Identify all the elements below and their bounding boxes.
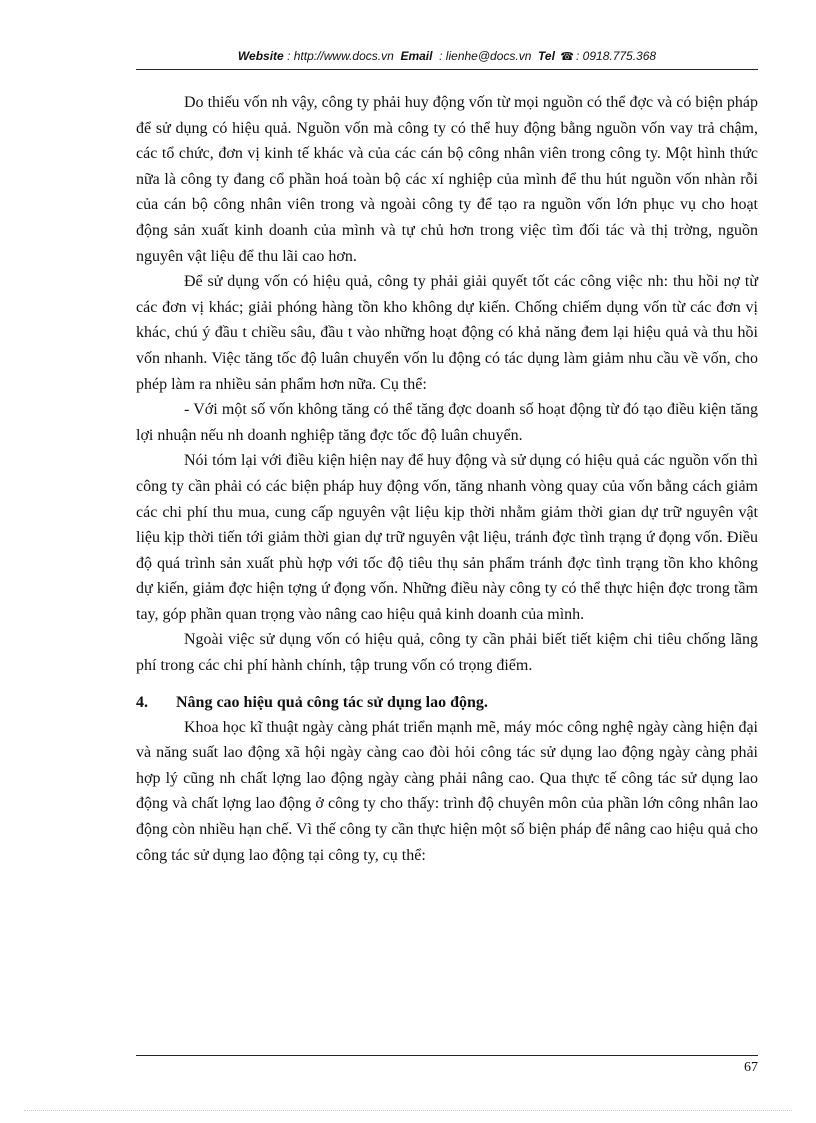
paragraph-6: Khoa học kĩ thuật ngày càng phát triển mạnh mẽ, máy móc công nghệ ngày càng hiện đại và năng suất lao động xã hội ngày càng cao đòi hỏi công tác sử dụng lao động ngày càng phải hợp lý cũng nh chất lợng lao động ngày càng phải nâng cao. Qua thực tế công tác sử dụng lao động và chất lợng lao động ở công ty cho thấy: trình độ chuyên môn của phần lớn công nhân lao động còn nhiều hạn chế. Vì thế công ty cần thực hiện một số biện pháp để nâng cao hiệu quả cho công tác sử dụng lao động tại công ty, cụ thể:: [136, 718, 758, 864]
paragraph-1: Do thiếu vốn nh vậy, công ty phải huy động vốn từ mọi nguồn có thể đợc và có biện pháp để sử dụng có hiệu quả. Nguồn vốn mà công ty có thể huy động bằng nguồn vốn vay trả chậm, các tổ chức, đơn vị kinh tế khác và của các cán bộ công nhân viên trong công ty. Một hình thức nữa là công ty đang cổ phần hoá toàn bộ các xí nghiệp của mình để thu hút nguồn vốn nhàn rỗi của cán bộ công nhân viên trong và ngoài công ty để tạo ra nguồn vốn lớn phục vụ cho hoạt động sản xuất kinh doanh của mình và tự chủ hơn trong việc tìm đối tác và thị trờng, nguồn nguyên vật liệu để thu lãi cao hơn.: [136, 94, 758, 265]
tel-value: : 0918.775.368: [576, 49, 657, 63]
website-label: Website: [237, 49, 284, 63]
paragraph-2: Để sử dụng vốn có hiệu quả, công ty phải giải quyết tốt các công việc nh: thu hồi nợ từ các đơn vị khác; giải phóng hàng tồn kho không dự kiến. Chống chiếm dụng vốn từ các đơn vị khác, chú ý đầu t chiều sâu, đầu t vào những hoạt động có khả năng đem lại hiệu quả và thu hồi vốn nhanh. Việc tăng tốc độ luân chuyển vốn lu động có tác dụng làm giảm nhu cầu về vốn, cho phép làm ra nhiều sản phẩm hơn nữa. Cụ thể:: [136, 273, 758, 393]
tel-label: Tel: [538, 49, 555, 63]
document-body: [136, 90, 758, 868]
paragraph-3: - Với một số vốn không tăng có thể tăng đợc doanh số hoạt động từ đó tạo điều kiện tăng lợi nhuận nếu nh doanh nghiệp tăng đợc tốc độ luân chuyển.: [136, 401, 758, 444]
paragraph-5: Ngoài việc sử dụng vốn có hiệu quả, công ty cần phải biết tiết kiệm chi tiêu chống lãng phí trong các chi phí hành chính, tập trung vốn có trọng điểm.: [136, 631, 758, 675]
email-value: : lienhe@docs.vn: [439, 49, 532, 63]
email-label: Email: [400, 49, 433, 63]
page-edge-divider: [24, 1110, 792, 1111]
section-heading: [136, 691, 758, 715]
phone-icon: ☎: [560, 51, 574, 63]
footer-divider: [136, 1055, 758, 1056]
page-number: 67: [744, 1060, 758, 1075]
section-number: 4.: [136, 693, 148, 711]
section-title: Nâng cao hiệu quả công tác sử dụng lao động.: [176, 693, 488, 711]
paragraph-4: Nói tóm lại với điều kiện hiện nay để huy động và sử dụng có hiệu quả các nguồn vốn thì công ty cần phải có các biện pháp huy động vốn, tăng nhanh vòng quay của vốn bằng cách giảm các chi phí thu mua, cung cấp nguyên vật liệu kịp thời nhằm giảm thời gian dự trữ nguyên vật liệu kịp thời tiến tới giảm thời gian dự trữ nguyên vật liệu, tránh đợc tình trạng ứ đọng vốn. Điều độ quá trình sản xuất phù hợp với tốc độ tiêu thụ sản phẩm tránh đợc tình trạng tồn kho không dự kiến, giảm đợc hiện tợng ứ đọng vốn. Những điều này công ty có thể thực hiện đợc trong tầm tay, góp phần quan trọng vào nâng cao hiệu quả kinh doanh của mình.: [136, 452, 758, 623]
page-header: [136, 47, 758, 70]
website-value: : http://www.docs.vn: [287, 49, 394, 63]
